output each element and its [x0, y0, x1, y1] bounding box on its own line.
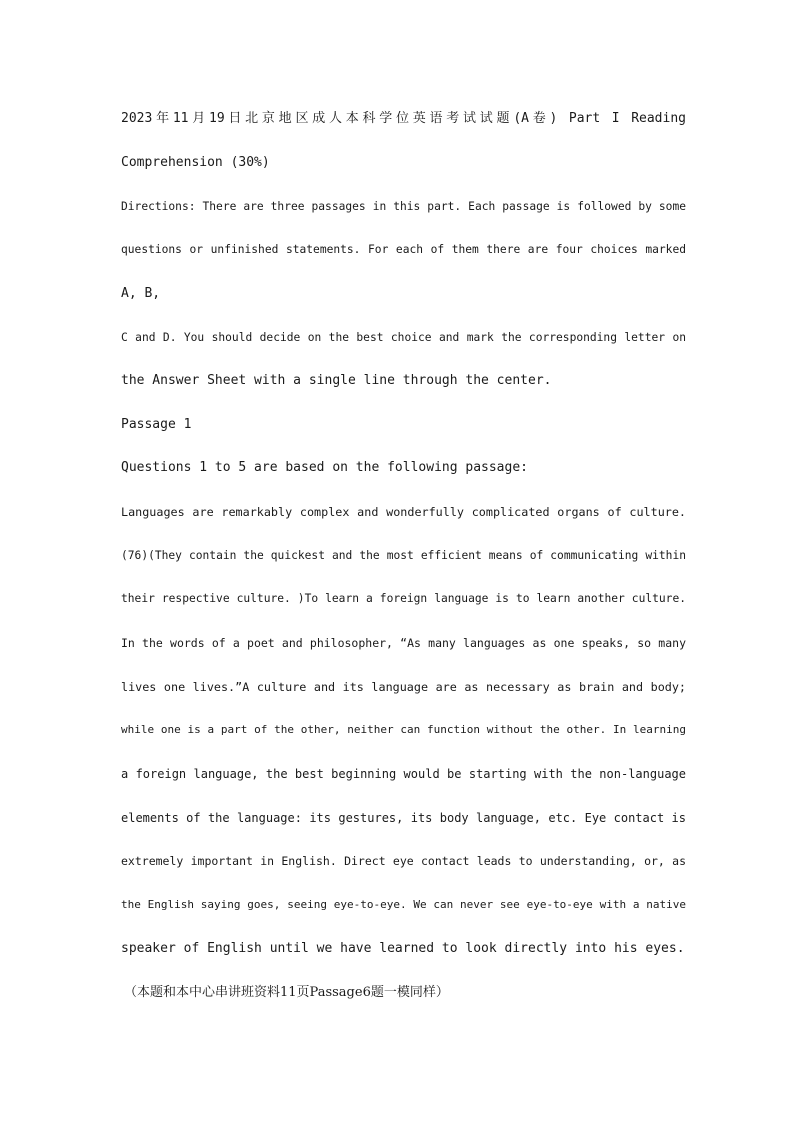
passage-line: their respective culture. )To learn a foreign language is to learn another culture.: [121, 592, 686, 605]
passage-label: Passage 1: [121, 417, 192, 432]
passage-line: (76)(They contain the quickest and the most efficient means of communicating within: [121, 549, 686, 562]
passage-line: extremely important in English. Direct eye contact leads to understanding, or, as: [121, 854, 686, 868]
passage-line: while one is a part of the other, neither can function without the other. In learning: [121, 723, 686, 736]
directions-line-2: questions or unfinished statements. For each of them there are four choices marked: [121, 243, 686, 256]
passage-line: the English saying goes, seeing eye-to-eye. We can never see eye-to-eye with a native: [121, 898, 686, 911]
passage-line: In the words of a poet and philosopher, “As many languages as one speaks, so many: [121, 636, 686, 650]
passage-line: Languages are remarkably complex and wonderfully complicated organs of culture.: [121, 505, 686, 519]
directions-line-3: A, B,: [121, 286, 161, 301]
exam-title-line-2: Comprehension (30%): [121, 155, 270, 170]
passage-line: a foreign language, the best beginning would be starting with the non-language: [121, 767, 686, 781]
passage-line: speaker of English until we have learned to look directly into his eyes.: [121, 941, 685, 956]
passage-line: lives one lives.”A culture and its language are as necessary as brain and body;: [121, 680, 686, 694]
directions-line-5: the Answer Sheet with a single line through the center.: [121, 373, 552, 388]
passage-line: elements of the language: its gestures, its body language, etc. Eye contact is: [121, 811, 686, 825]
exam-title-line-1: 2023年11月19日北京地区成人本科学位英语考试试题(A卷) Part I Reading: [121, 111, 686, 126]
questions-intro: Questions 1 to 5 are based on the following passage:: [121, 460, 528, 475]
source-note: （本题和本中心串讲班资料11页Passage6题一模同样）: [124, 985, 449, 1000]
directions-line-4: C and D. You should decide on the best choice and mark the corresponding letter on: [121, 331, 686, 344]
directions-line-1: Directions: There are three passages in this part. Each passage is followed by some: [121, 200, 686, 213]
